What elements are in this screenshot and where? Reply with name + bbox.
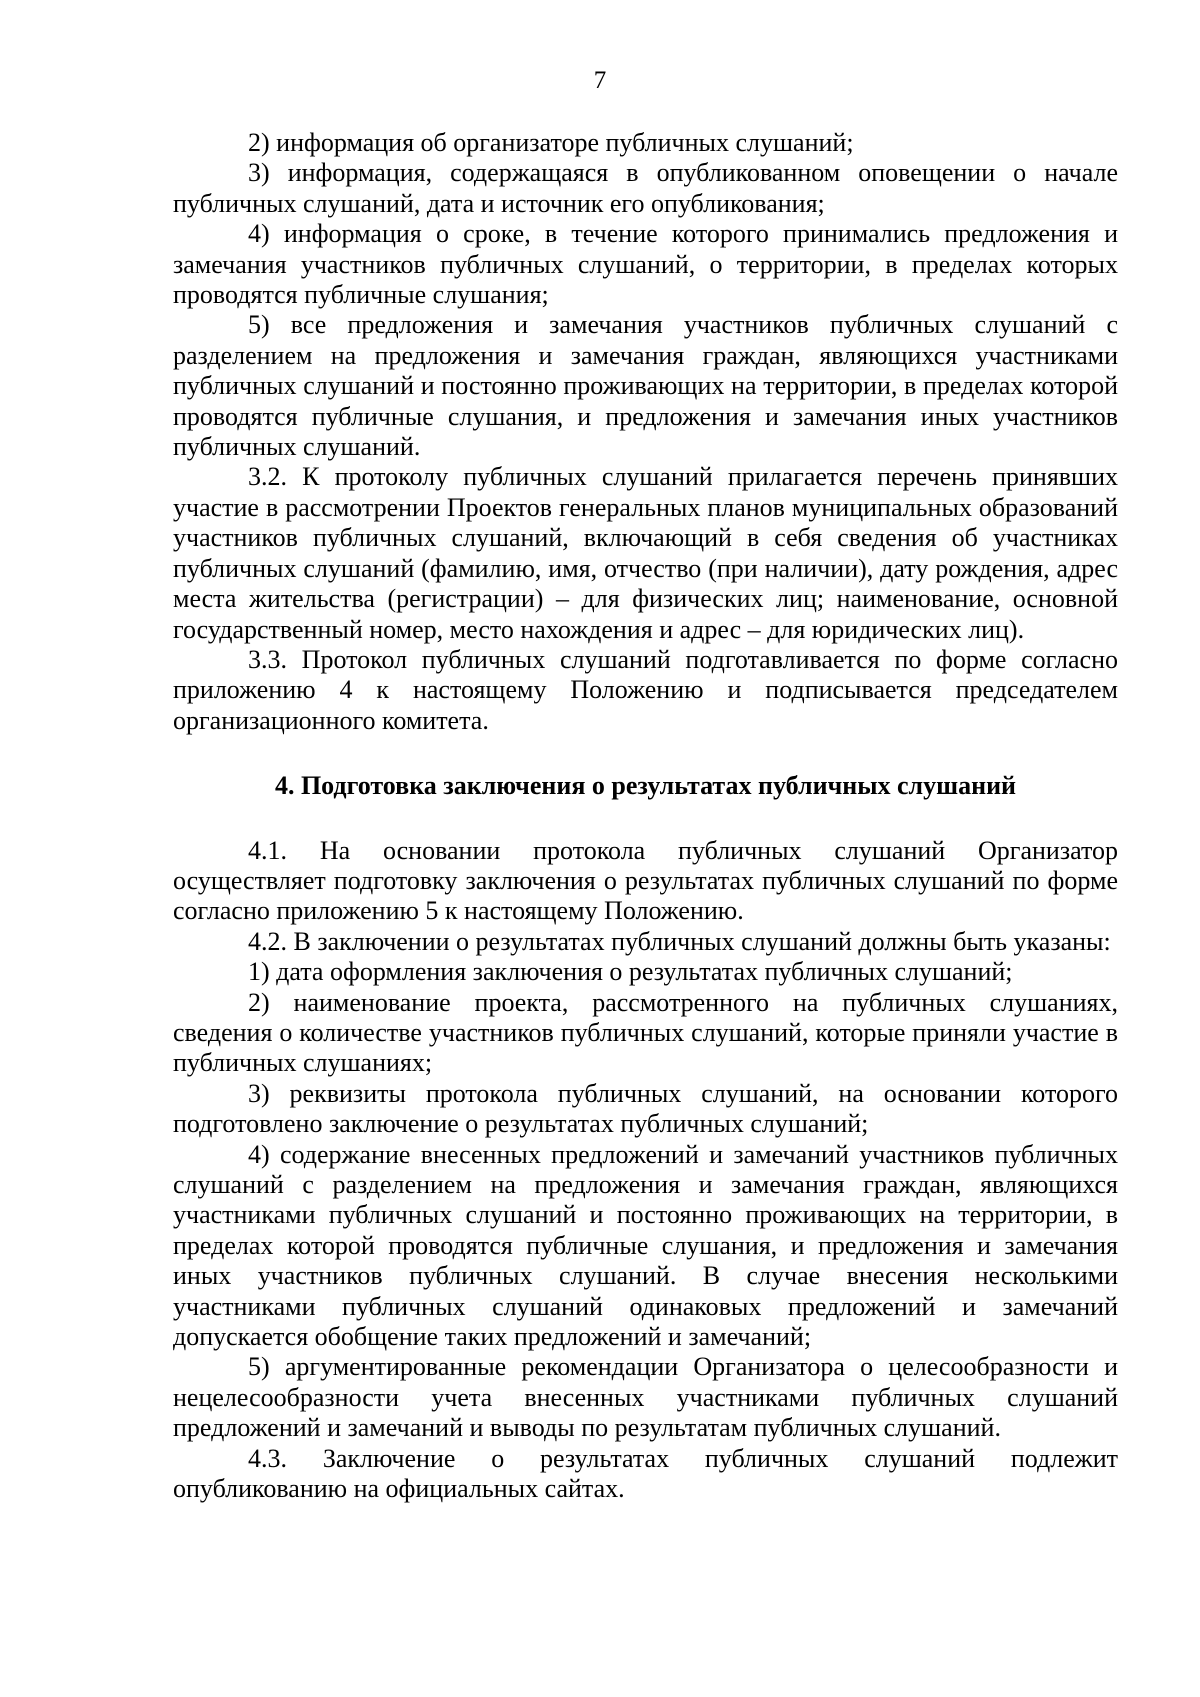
paragraph: 4) содержание внесенных предложений и замечаний участников публичных слушаний с разделением на предложения и замечания граждан, являющихся участниками публичных слушаний и постоянно проживающих на территории, в пределах которой проводятся публичные слушания, и предложения и замечания иных участников публичных слушаний. В случае внесения несколькими участниками публичных слушаний одинаковых предложений и замечаний допускается обобщение таких предложений и замечаний;: [173, 1139, 1118, 1352]
paragraph: 3.3. Протокол публичных слушаний подготавливается по форме согласно приложению 4 к настоящему Положению и подписывается председателем организационного комитета.: [173, 644, 1118, 735]
section-heading: 4. Подготовка заключения о результатах публичных слушаний: [274, 771, 1017, 801]
paragraph: 3) информация, содержащаяся в опубликованном оповещении о начале публичных слушаний, дата и источник его опубликования;: [173, 158, 1118, 218]
paragraph: 5) все предложения и замечания участников публичных слушаний с разделением на предложения и замечания граждан, являющихся участниками публичных слушаний и постоянно проживающих на территории, в пределах которой проводятся публичные слушания, и предложения и замечания иных участников публичных слушаний.: [173, 310, 1118, 462]
paragraph: 4.3. Заключение о результатах публичных слушаний подлежит опубликованию на официальных сайтах.: [173, 1443, 1118, 1504]
paragraph: 2) информация об организаторе публичных слушаний;: [248, 128, 854, 157]
paragraph: 2) наименование проекта, рассмотренного на публичных слушаниях, сведения о количестве участников публичных слушаний, которые приняли участие в публичных слушаниях;: [173, 987, 1118, 1078]
paragraph: 4.1. На основании протокола публичных слушаний Организатор осуществляет подготовку заключения о результатах публичных слушаний по форме согласно приложению 5 к настоящему Положению.: [173, 835, 1118, 926]
paragraph: 5) аргументированные рекомендации Организатора о целесообразности и нецелесообразности учета внесенных участниками публичных слушаний предложений и замечаний и выводы по результатам публичных слушаний.: [173, 1352, 1118, 1443]
document-body: [173, 128, 1118, 1504]
page-number: 7: [593, 67, 607, 94]
paragraph: 4.2. В заключении о результатах публичных слушаний должны быть указаны:: [248, 926, 1111, 956]
paragraph: 3) реквизиты протокола публичных слушаний, на основании которого подготовлено заключение о результатах публичных слушаний;: [173, 1078, 1118, 1139]
paragraph: 4) информация о сроке, в течение которого принимались предложения и замечания участников публичных слушаний, о территории, в пределах которых проводятся публичные слушания;: [173, 219, 1118, 310]
paragraph: 3.2. К протоколу публичных слушаний прилагается перечень принявших участие в рассмотрении Проектов генеральных планов муниципальных образований участников публичных слушаний, включающий в себя сведения об участниках публичных слушаний (фамилию, имя, отчество (при наличии), дату рождения, адрес места жительства (регистрации) – для физических лиц; наименование, основной государственный номер, место нахождения и адрес – для юридических лиц).: [173, 462, 1118, 644]
paragraph: 1) дата оформления заключения о результатах публичных слушаний;: [248, 957, 1013, 987]
